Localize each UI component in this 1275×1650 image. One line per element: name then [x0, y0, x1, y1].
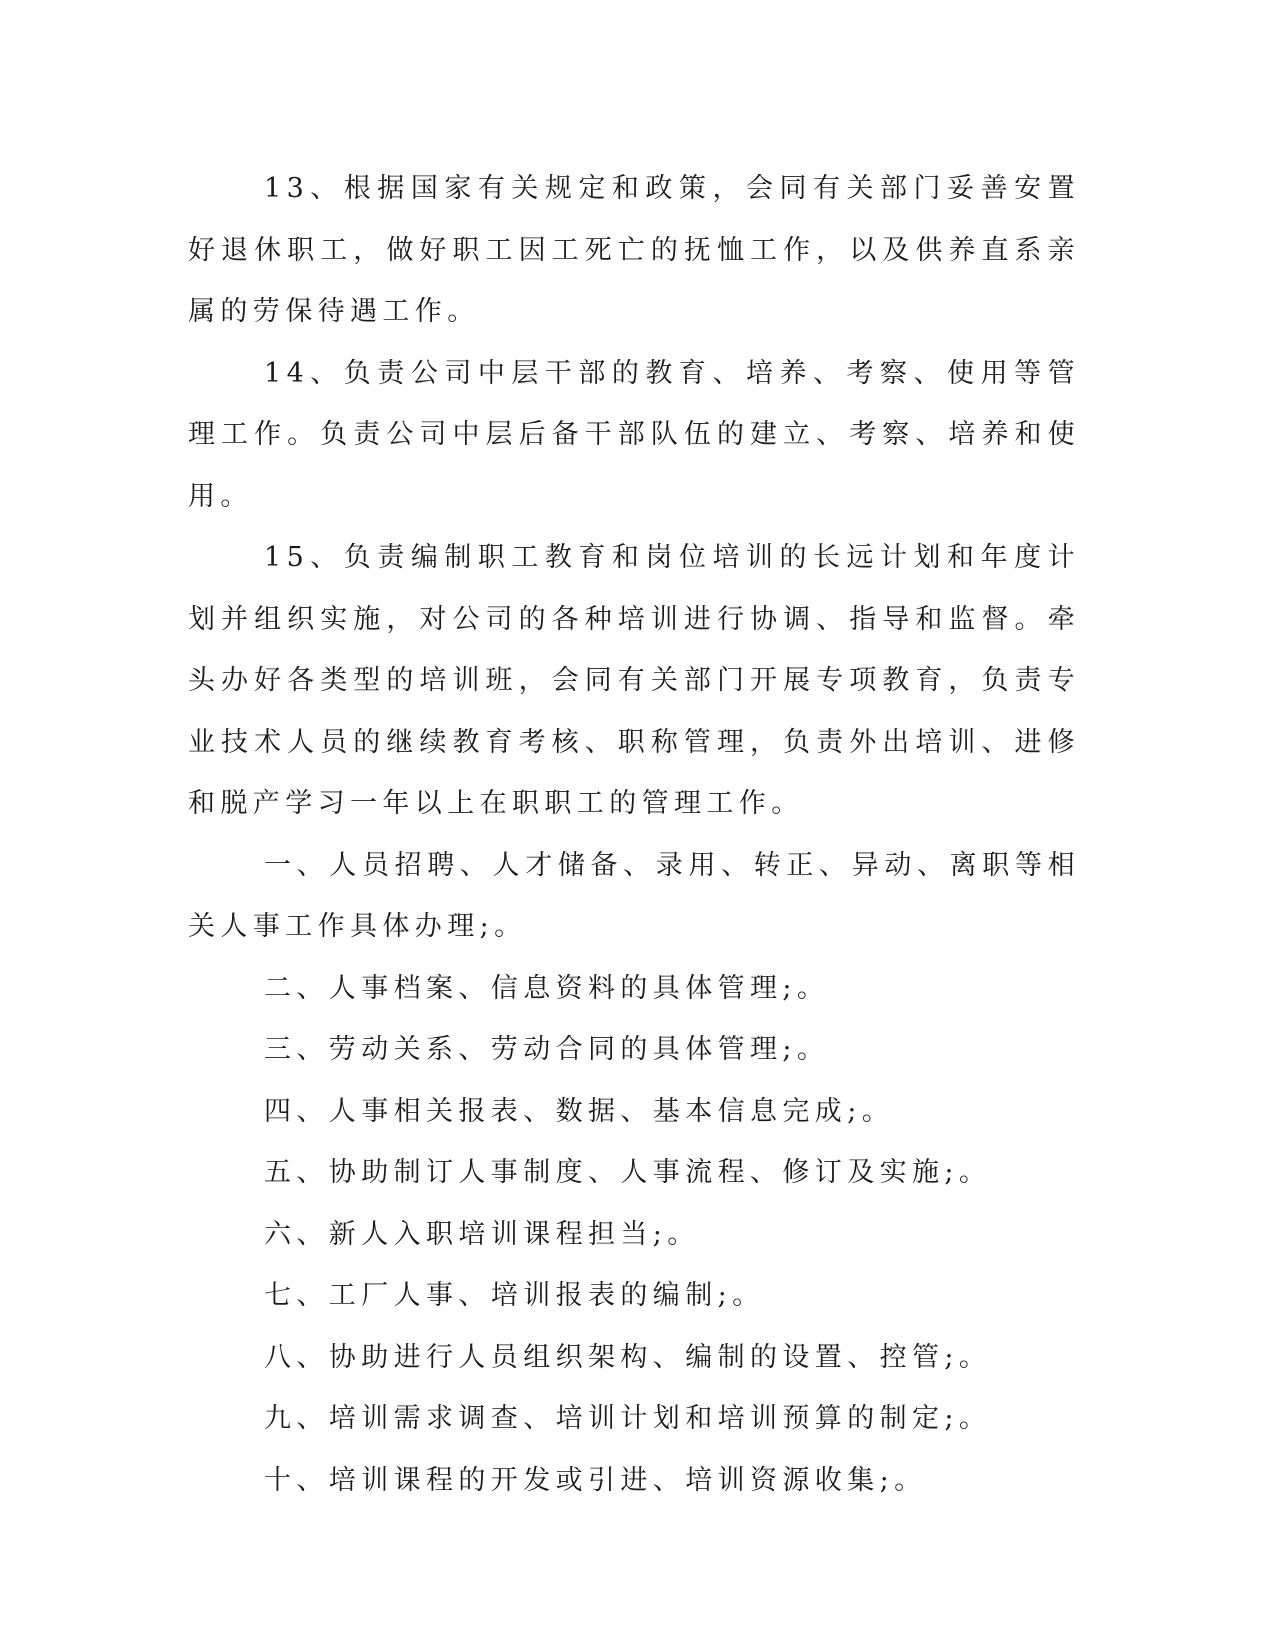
- list-item-2: 二、人事档案、信息资料的具体管理;。: [264, 972, 830, 1004]
- list-item-5: 五、协助制订人事制度、人事流程、修订及实施;。: [264, 1157, 992, 1188]
- list-item-1: 一、人员招聘、人才储备、录用、转正、异动、离职等相关人事工作具体办理;。: [188, 849, 1080, 942]
- list-item-3: 三、劳动关系、劳动合同的具体管理;。: [264, 1034, 830, 1065]
- paragraph-15: 15、负责编制职工教育和岗位培训的长远计划和年度计划并组织实施，对公司的各种培训进行协调、指导和监督。牵头办好各类型的培训班，会同有关部门开展专项教育，负责专业技术人员的继续教育考核、职称管理，负责外出培训、进修和脱产学习一年以上在职职工的管理工作。: [188, 542, 1080, 819]
- list-item-6: 六、新人入职培训课程担当;。: [264, 1218, 700, 1250]
- list-item-4: 四、人事相关报表、数据、基本信息完成;。: [264, 1095, 895, 1127]
- list-item-10: 十、培训课程的开发或引进、培训资源收集;。: [264, 1464, 927, 1496]
- list-item-7: 七、工厂人事、培训报表的编制;。: [264, 1280, 765, 1311]
- list-item-9: 九、培训需求调查、培训计划和培训预算的制定;。: [264, 1403, 992, 1434]
- paragraph-13: 13、根据国家有关规定和政策，会同有关部门妥善安置好退休职工，做好职工因工死亡的抚恤工作，以及供养直系亲属的劳保待遇工作。: [188, 173, 1080, 327]
- list-item-8: 八、协助进行人员组织架构、编制的设置、控管;。: [264, 1341, 992, 1373]
- paragraph-14: 14、负责公司中层干部的教育、培养、考察、使用等管理工作。负责公司中层后备干部队伍的建立、考察、培养和使用。: [188, 357, 1080, 512]
- document-body: [188, 158, 1080, 1511]
